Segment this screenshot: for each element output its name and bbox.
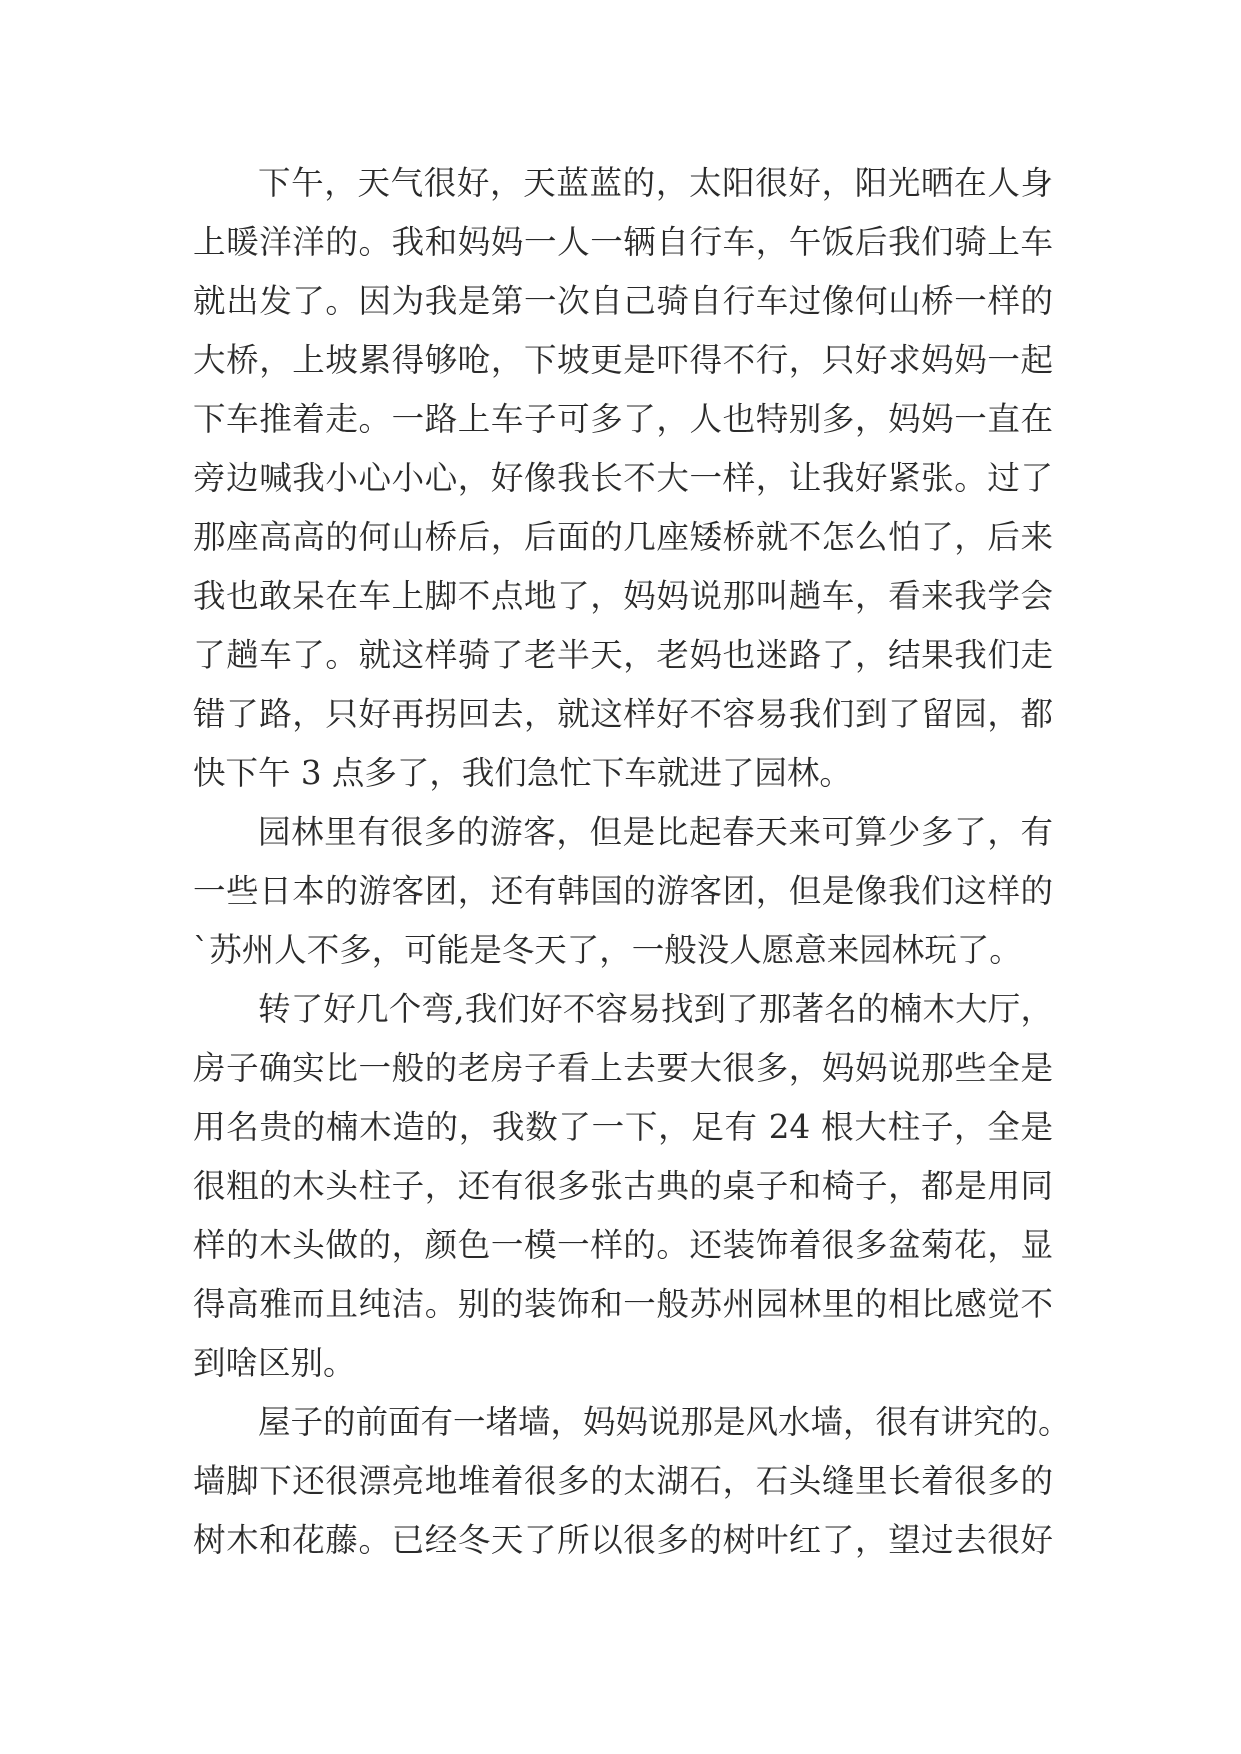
paragraph-4 (193, 1393, 1071, 1570)
text-line: 屋子的前面有一堵墙，妈妈说那是风水墙，很有讲究的。 (258, 1403, 1071, 1441)
text-line: 墙脚下还很漂亮地堆着很多的太湖石，石头缝里长着很多的 (193, 1462, 1053, 1500)
text-line: 到啥区别。 (193, 1344, 356, 1382)
text-line: 转了好几个弯,我们好不容易找到了那著名的楠木大厅， (258, 990, 1053, 1028)
text-line: 快下午 3 点多了，我们急忙下车就进了园林。 (193, 754, 852, 792)
text-line: 园林里有很多的游客，但是比起春天来可算少多了，有 (258, 813, 1053, 851)
text-line: 旁边喊我小心小心，好像我长不大一样，让我好紧张。过了 (193, 459, 1053, 497)
text-line: 了趟车了。就这样骑了老半天，老妈也迷路了，结果我们走 (193, 636, 1053, 674)
text-line: 树木和花藤。已经冬天了所以很多的树叶红了，望过去很好 (193, 1521, 1053, 1559)
text-line: 一些日本的游客团，还有韩国的游客团，但是像我们这样的 (193, 872, 1053, 910)
text-line: 下车推着走。一路上车子可多了，人也特别多，妈妈一直在 (193, 400, 1053, 438)
text-line: 那座高高的何山桥后，后面的几座矮桥就不怎么怕了，后来 (193, 518, 1053, 556)
text-line: 房子确实比一般的老房子看上去要大很多，妈妈说那些全是 (193, 1049, 1053, 1087)
document-body (193, 154, 1071, 1570)
paragraph-3 (193, 980, 1053, 1393)
text-line: 用名贵的楠木造的，我数了一下，足有 24 根大柱子，全是 (193, 1108, 1053, 1146)
paragraph-1 (193, 154, 1053, 803)
paragraph-2 (193, 803, 1053, 980)
text-line: 样的木头做的，颜色一模一样的。还装饰着很多盆菊花，显 (193, 1226, 1053, 1264)
text-line: 就出发了。因为我是第一次自己骑自行车过像何山桥一样的 (193, 282, 1053, 320)
text-line: 我也敢呆在车上脚不点地了，妈妈说那叫趟车，看来我学会 (193, 577, 1053, 615)
text-line: 上暖洋洋的。我和妈妈一人一辆自行车，午饭后我们骑上车 (193, 223, 1053, 261)
text-line: 得高雅而且纯洁。别的装饰和一般苏州园林里的相比感觉不 (193, 1285, 1053, 1323)
text-line: 错了路，只好再拐回去，就这样好不容易我们到了留园，都 (193, 695, 1053, 733)
text-line: 下午，天气很好，天蓝蓝的，太阳很好，阳光晒在人身 (258, 164, 1053, 202)
text-line: `苏州人不多，可能是冬天了，一般没人愿意来园林玩了。 (193, 931, 1022, 969)
text-line: 很粗的木头柱子，还有很多张古典的桌子和椅子，都是用同 (193, 1167, 1053, 1205)
text-line: 大桥，上坡累得够呛，下坡更是吓得不行，只好求妈妈一起 (193, 341, 1053, 379)
